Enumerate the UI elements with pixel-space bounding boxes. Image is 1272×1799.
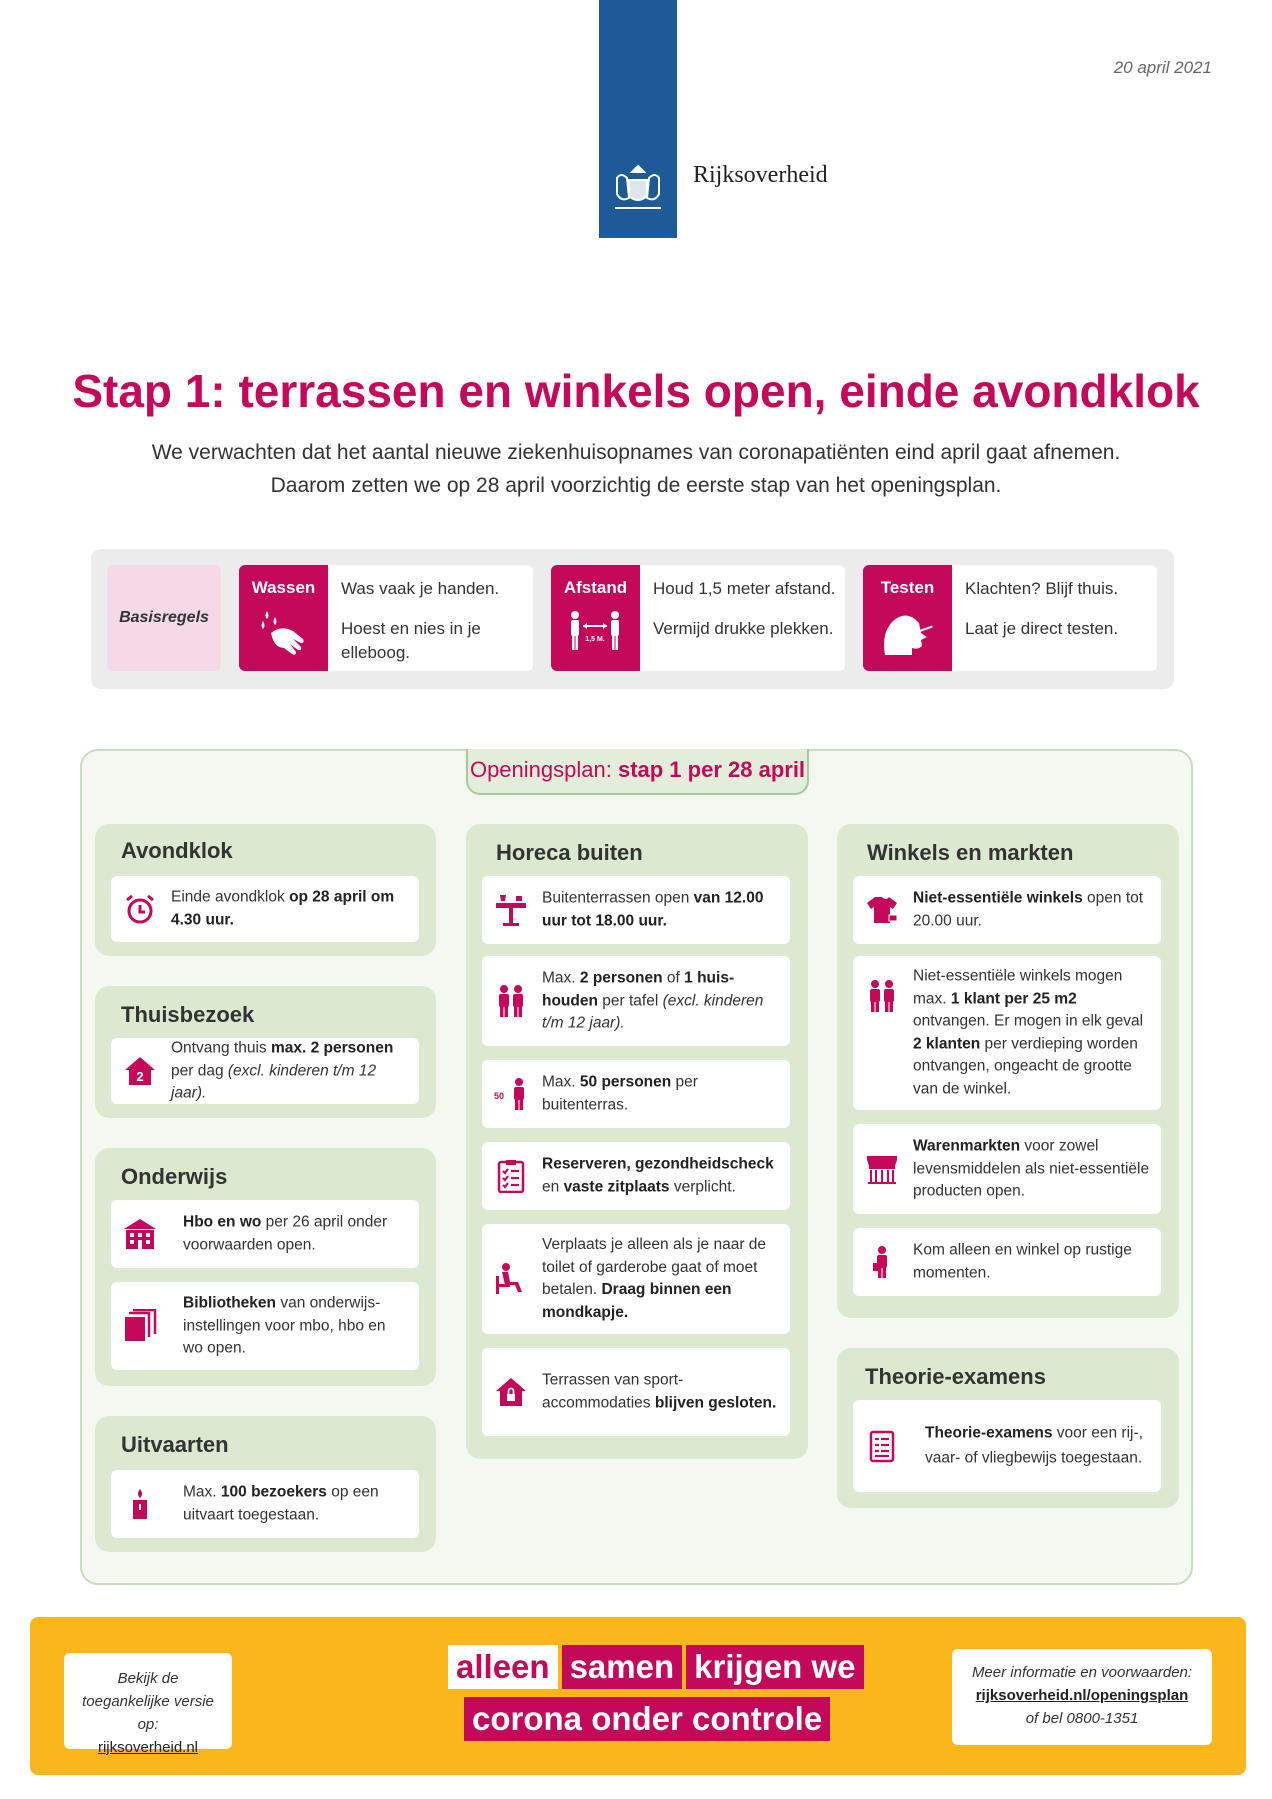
list-item: Kom alleen en winkel op rustige momenten. xyxy=(853,1228,1161,1296)
list-item: Buitenterrassen open van 12.00 uur tot 18.00 uur. xyxy=(482,876,790,944)
footer-right-link[interactable]: rijksoverheid.nl/openingsplan xyxy=(975,1687,1189,1704)
footer-banner xyxy=(30,1617,1246,1775)
distance-label: 1,5 M. xyxy=(585,636,605,643)
terrace-icon xyxy=(494,893,528,927)
basisregels-label: Basisregels xyxy=(107,565,221,671)
two-people-icon xyxy=(494,984,528,1018)
list-item: Max. 100 bezoekers op een uitvaart toegestaan. xyxy=(111,1470,419,1538)
distance-icon xyxy=(567,607,623,659)
list-item: Verplaats je alleen als je naar de toilet of garderobe gaat of moet betalen. Draag binnen een mondkapje. xyxy=(482,1224,790,1334)
card-theorie xyxy=(837,1348,1179,1508)
rule-testen-line-1: Klachten? Blijf thuis. xyxy=(965,579,1119,598)
fifty-label: 50 xyxy=(494,1091,505,1101)
intro-line-1: We verwachten dat het aantal nieuwe ziekenhuisopnames van coronapatiënten eind april gaat afnemen. xyxy=(151,441,1121,464)
list-item: Max. 2 personen of 1 huis-houden per tafel (excl. kinderen t/m 12 jaar). xyxy=(482,956,790,1046)
list-item: 2 Ontvang thuis max. 2 personen per dag (excl. kinderen t/m 12 jaar). xyxy=(111,1038,419,1104)
rule-afstand xyxy=(551,565,845,671)
rule-testen xyxy=(863,565,1157,671)
footer-left-link[interactable]: rijksoverheid.nl xyxy=(97,1739,199,1756)
rule-wassen-line-2: Hoest en nies in je elleboog. xyxy=(341,619,481,662)
card-winkels-title: Winkels en markten xyxy=(867,840,1074,865)
seated-person-icon xyxy=(494,1262,528,1296)
card-horeca xyxy=(466,824,808,1459)
plan-tab-prefix: Openingsplan: xyxy=(469,757,618,782)
sport-house-lock-icon xyxy=(494,1375,528,1409)
slogan-word-krijgen-we: krijgen we xyxy=(686,1645,863,1689)
list-item: Bibliotheken van onderwijs-instellingen voor mbo, hbo en wo open. xyxy=(111,1282,419,1370)
rule-afstand-line-2: Vermijd drukke plekken. xyxy=(653,619,834,638)
footer-left-text: Bekijk de toegankelijke versie op: xyxy=(82,1670,214,1733)
slogan-word-samen: samen xyxy=(562,1645,683,1689)
list-item: Niet-essentiële winkels open tot 20.00 uur. xyxy=(853,876,1161,944)
card-onderwijs xyxy=(95,1148,436,1386)
list-item: Warenmarkten voor zowel levensmiddelen als niet-essentiële producten open. xyxy=(853,1124,1161,1214)
slogan-corona-onder-controle: corona onder controle xyxy=(464,1697,830,1741)
rule-afstand-line-1: Houd 1,5 meter afstand. xyxy=(653,579,836,598)
page-title: Stap 1: terrassen en winkels open, einde avondklok xyxy=(72,365,1200,417)
rule-afstand-title: Afstand xyxy=(563,578,628,597)
card-avondklok xyxy=(95,824,436,956)
hand-wash-icon xyxy=(257,607,309,659)
basisregels-panel xyxy=(91,549,1174,689)
footer-phone: of bel 0800-1351 xyxy=(1025,1710,1139,1727)
alarm-clock-icon xyxy=(123,892,157,926)
shirt-tag-icon xyxy=(865,893,899,927)
slogan-word-alleen: alleen xyxy=(448,1645,558,1689)
card-uitvaarten-title: Uitvaarten xyxy=(121,1432,229,1457)
coat-of-arms-icon xyxy=(607,158,669,220)
list-item: Terrassen van sport-accommodaties blijven gesloten. xyxy=(482,1348,790,1436)
rule-testen-title: Testen xyxy=(880,578,935,597)
intro-text xyxy=(0,436,1272,502)
intro-line-2: Daarom zetten we op 28 april voorzichtig de eerste stap van het openingsplan. xyxy=(270,474,1002,497)
card-theorie-title: Theorie-examens xyxy=(865,1364,1046,1389)
list-item: Theorie-examens voor een rij-, vaar- of vliegbewijs toegestaan. xyxy=(853,1400,1161,1492)
books-icon xyxy=(123,1309,157,1343)
fifty-people-icon xyxy=(494,1077,530,1111)
list-item: Niet-essentiële winkels mogen max. 1 klant per 25 m2 ontvangen. Er mogen in elk geval 2 klanten per verdieping worden ontvangen, ongeacht de grootte van de winkel. xyxy=(853,956,1161,1110)
checklist-icon xyxy=(494,1159,528,1193)
rule-wassen-title: Wassen xyxy=(251,578,316,597)
shopper-icon xyxy=(865,1245,899,1279)
footer-right-text: Meer informatie en voorwaarden: xyxy=(971,1664,1193,1681)
card-onderwijs-title: Onderwijs xyxy=(121,1164,228,1189)
card-thuisbezoek-title: Thuisbezoek xyxy=(121,1002,255,1027)
slogan xyxy=(448,1645,868,1741)
openingsplan-tab xyxy=(466,749,809,795)
candle-icon xyxy=(123,1487,157,1521)
card-horeca-title: Horeca buiten xyxy=(496,840,643,865)
list-item: Einde avondklok op 28 april om 4.30 uur. xyxy=(111,876,419,942)
logo-text: Rijksoverheid xyxy=(693,162,828,188)
list-item: Hbo en wo per 26 april onder voorwaarden open. xyxy=(111,1200,419,1268)
rijksoverheid-logo xyxy=(599,0,677,238)
exam-document-icon xyxy=(865,1429,899,1463)
school-building-icon xyxy=(123,1217,157,1251)
plan-tab-bold: stap 1 per 28 april xyxy=(617,757,806,782)
rule-wassen-line-1: Was vaak je handen. xyxy=(341,579,500,598)
rule-wassen xyxy=(239,565,533,671)
house-two-label: 2 xyxy=(136,1069,144,1084)
card-winkels xyxy=(837,824,1179,1318)
list-item: 50 Max. 50 personen per buitenterras. xyxy=(482,1060,790,1128)
card-avondklok-title: Avondklok xyxy=(121,838,233,863)
market-stall-icon xyxy=(865,1152,899,1186)
rule-testen-line-2: Laat je direct testen. xyxy=(965,619,1119,638)
card-uitvaarten xyxy=(95,1416,436,1552)
document-date: 20 april 2021 xyxy=(1113,58,1212,77)
footer-accessible-box xyxy=(64,1653,232,1756)
list-item: Reserveren, gezondheidscheck en vaste zitplaats verplicht. xyxy=(482,1142,790,1210)
card-thuisbezoek xyxy=(95,986,436,1118)
house-two-icon xyxy=(123,1054,157,1088)
test-swab-icon xyxy=(879,607,935,659)
footer-info-box xyxy=(952,1649,1212,1745)
two-people-icon xyxy=(865,979,899,1013)
